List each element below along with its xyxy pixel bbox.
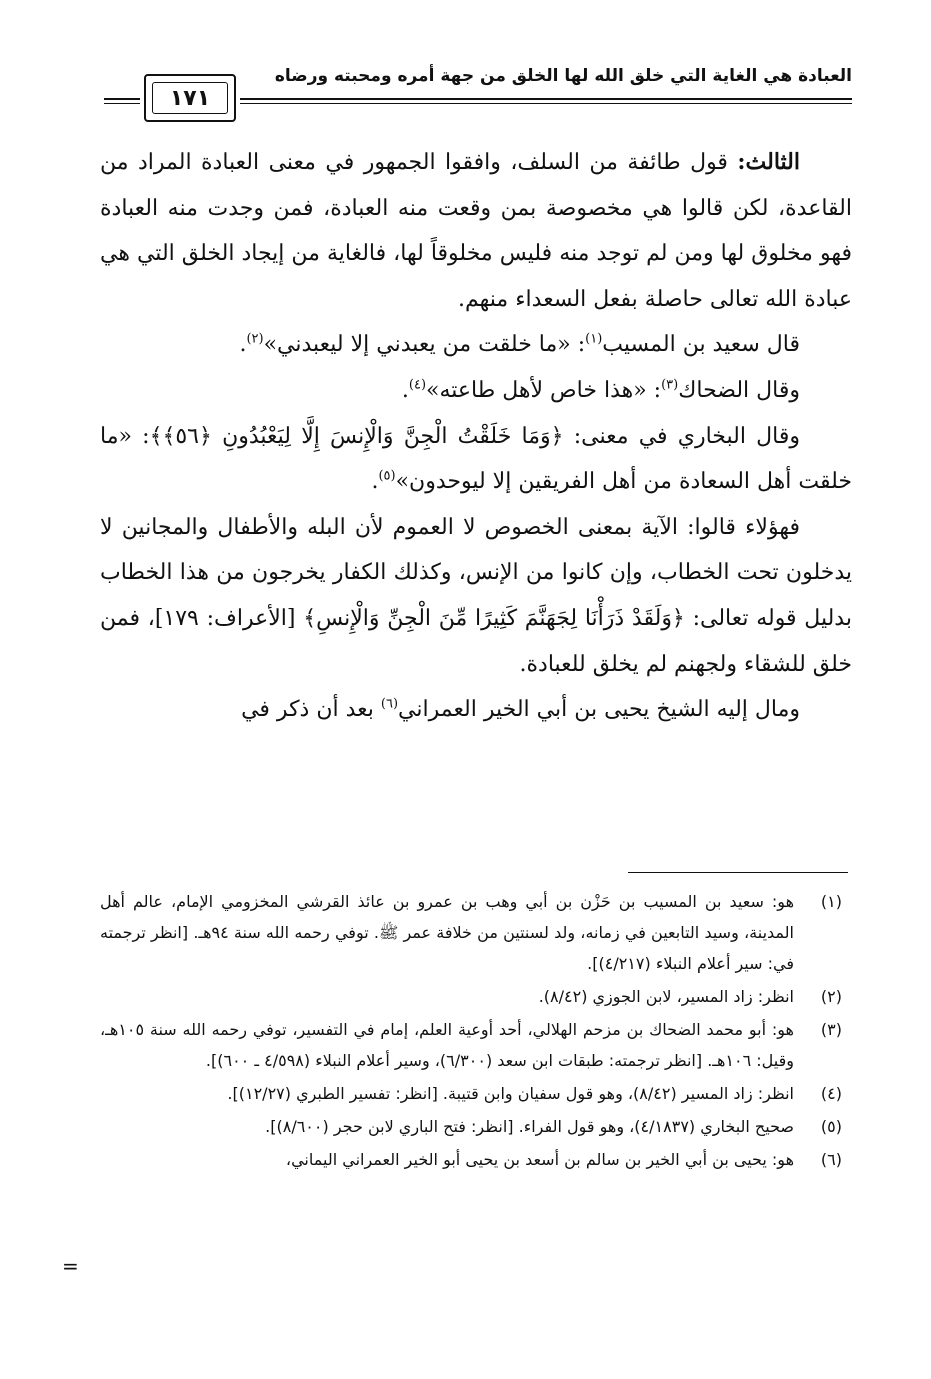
footnote-number: (٦) [820,1150,842,1169]
header-rule [240,98,852,100]
footnote-ref-6[interactable]: (٦) [380,696,399,712]
quote-text: : «ما خلقت من يعبدني إلا ليعبدني» [263,332,586,358]
footnote-text: انظر: زاد المسير، لابن الجوزي (٨/٤٢). [538,987,794,1006]
paragraph-6 [100,687,852,733]
paragraph-3 [100,368,852,414]
footnote-ref-5[interactable]: (٥) [378,468,396,484]
paragraph-lead: الثالث: [737,149,800,175]
paragraph-2 [100,322,852,368]
footnote-text: انظر: زاد المسير (٨/٤٢)، وهو قول سفيان وابن قتيبة. [انظر: تفسير الطبري (١٢/٢٧)]. [227,1084,794,1103]
footnote-ref-1[interactable]: (١) [585,332,603,348]
page-number-frame [144,74,236,122]
footnotes [100,886,852,1177]
paragraph-text: قول طائفة من السلف، وافقوا الجمهور في معنى العبادة المراد من القاعدة، لكن قالوا هي مخصوصة بمن وقعت منه العبادة، فمن وجدت منه العبادة فهو مخلوق لها ومن لم توجد منه فليس مخلوقاً لها، فالغاية من إيجاد الخلق التي هي عبادة الله تعالى حاصلة بفعل السعداء منهم. [100,150,852,312]
paragraph-4 [100,414,852,505]
quote-intro: وقال البخاري في معنى: [563,423,800,449]
footnote-number: (١) [820,892,842,911]
punctuation: . [371,469,379,495]
verse-reference: [الأعراف: ١٧٩] [154,605,304,631]
footnote-number: (٣) [820,1020,842,1039]
continuation-mark: = [62,1254,79,1278]
paragraph-text: ومال إليه الشيخ يحيى بن أبي الخير العمراني [398,697,800,723]
footnote-item [100,1111,852,1142]
footnote-ref-3[interactable]: (٣) [661,377,679,393]
quote-text: : «هذا خاص لأهل طاعته» [426,377,662,403]
footnote-number: (٤) [820,1084,842,1103]
paragraph-text: ، فمن خلق للشقاء ولجهنم لم يخلق للعبادة. [100,605,852,677]
quote-text: : «ما خلقت أهل السعادة من أهل الفريقين إلا ليوحدون» [100,423,852,495]
paragraph-1 [100,140,852,322]
page-header [100,62,852,124]
main-text [100,140,852,733]
footnote-ref-2[interactable]: (٢) [246,332,264,348]
footnote-item [100,981,852,1012]
quran-verse: ﴿وَلَقَدْ ذَرَأْنَا لِجَهَنَّمَ كَثِيرًا مِّنَ الْجِنِّ وَالْإِنسِ﴾ [303,605,685,631]
footnote-text: صحيح البخاري (٤/١٨٣٧)، وهو قول الفراء. [انظر: فتح الباري لابن حجر (٨/٦٠٠)]. [265,1117,794,1136]
quote-intro: وقال الضحاك [678,377,800,403]
header-rule-thin [240,103,852,104]
footnote-text: هو: أبو محمد الضحاك بن مزحم الهلالي، أحد أوعية العلم، إمام في التفسير، توفي رحمه الله سنة ١٠٥هـ، وقيل: ١٠٦هـ. [انظر ترجمته: طبقات ابن سعد (٦/٣٠٠)، وسير أعلام النبلاء (٤/٥٩٨ ـ ٦٠٠)]. [100,1020,794,1070]
footnote-separator [628,872,848,873]
quran-verse: ﴿وَمَا خَلَقْتُ الْجِنَّ وَالْإِنسَ إِلَّا لِيَعْبُدُونِ ﴿٥٦﴾﴾ [149,423,564,449]
footnote-item [100,1144,852,1175]
quote-intro: قال سعيد بن المسيب [602,332,800,358]
running-title: العبادة هي الغاية التي خلق الله لها الخلق من جهة أمره ومحبته ورضاه [274,66,852,86]
paragraph-text: فهؤلاء قالوا: الآية بمعنى الخصوص لا العموم لأن البله والأطفال والمجانين لا يدخلون تحت الخطاب، وإن كانوا من الإنس، وكذلك الكفار يخرجون من هذا الخطاب بدليل قوله تعالى: [100,514,852,631]
punctuation: . [239,332,247,358]
paragraph-5 [100,505,852,687]
header-rule-left [104,98,140,100]
footnote-number: (٢) [820,987,842,1006]
footnote-text: هو: يحيى بن أبي الخير بن سالم بن أسعد بن يحيى أبو الخير العمراني اليماني، [285,1150,794,1169]
paragraph-text: بعد أن ذكر في [241,697,381,723]
footnote-number: (٥) [820,1117,842,1136]
punctuation: . [401,377,409,403]
footnote-item [100,1014,852,1076]
header-rule-left-thin [104,103,140,104]
footnote-ref-4[interactable]: (٤) [408,377,427,393]
footnote-text: هو: سعيد بن المسيب بن حَزْن بن أبي وهب بن عمرو بن عائذ القرشي المخزومي الإمام، عالم أهل المدينة، وسيد التابعين في زمانه، ولد لسنتين من خلافة عمر ﷺ. توفي رحمه الله سنة ٩٤هـ. [انظر ترجمته في: سير أعلام النبلاء (٤/٢١٧)]. [100,892,794,973]
footnote-item [100,1078,852,1109]
page-number: ١٧١ [152,82,228,114]
footnote-item [100,886,852,979]
